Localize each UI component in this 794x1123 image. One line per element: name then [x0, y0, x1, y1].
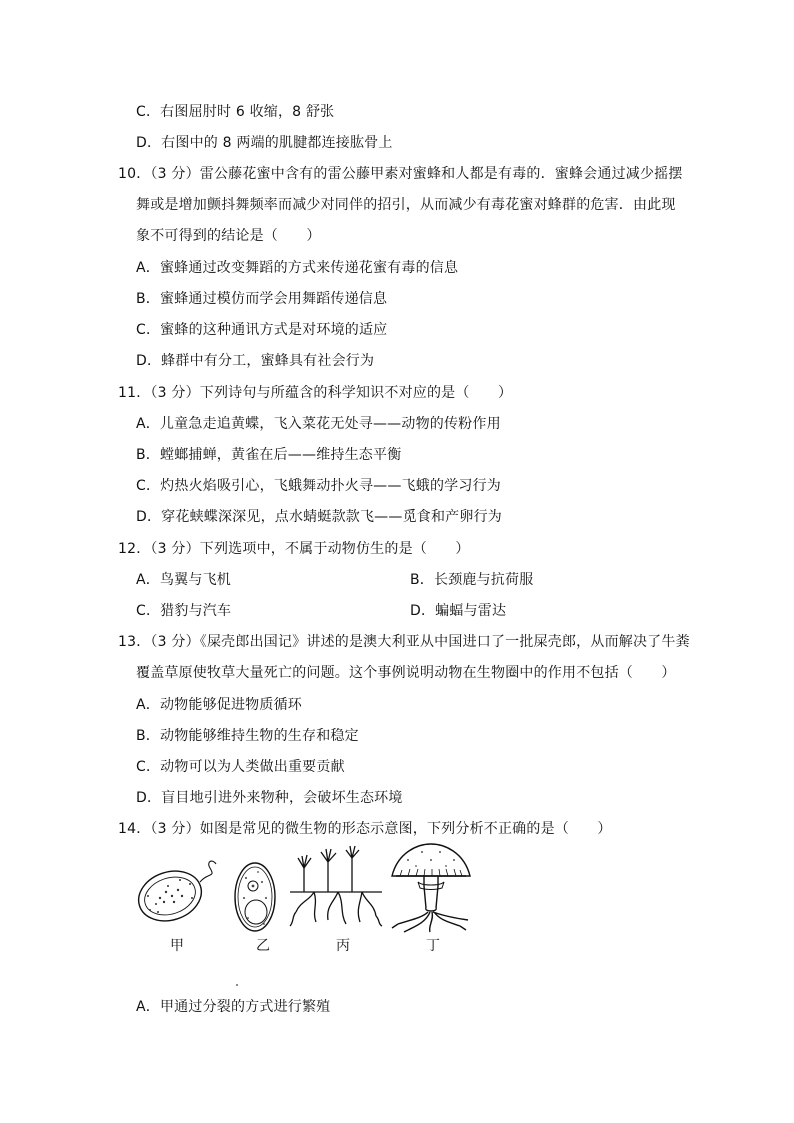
q10-stem-line1: 10．（3 分）雷公藤花蜜中含有的雷公藤甲素对蜜蜂和人都是有毒的．蜜蜂会通过减少摇摆 [118, 166, 683, 182]
q12-option-d: D．蝙蝠与雷达 [410, 603, 507, 619]
q10-option-d: D．蜂群中有分工，蜜蜂具有社会行为 [136, 353, 375, 369]
q12-option-b: B．长颈鹿与抗荷服 [410, 572, 534, 588]
figure-label-bing: 丙 [336, 938, 350, 954]
q11-stem: 11．（3 分）下列诗句与所蕴含的科学知识不对应的是（ ） [118, 385, 513, 401]
q12-option-a: A．鸟翼与飞机 [136, 572, 231, 588]
q11-option-a: A．儿童急走追黄蝶，飞入菜花无处寻——动物的传粉作用 [136, 416, 501, 432]
q12-option-c: C．猎豹与汽车 [136, 603, 232, 619]
q13-option-a: A．动物能够促进物质循环 [136, 697, 302, 713]
q10-option-a: A．蜜蜂通过改变舞蹈的方式来传递花蜜有毒的信息 [136, 260, 459, 276]
yeast-cell-icon [232, 858, 278, 936]
q10-stem-line3: 象不可得到的结论是（ ） [136, 228, 321, 244]
q13-stem-line1: 13．（3 分）《屎壳郎出国记》讲述的是澳大利亚从中国进口了一批屎壳郎，从而解决了牛粪 [118, 634, 690, 650]
mushroom-icon [388, 842, 474, 932]
stray-dot [236, 984, 238, 986]
q14-option-a: A．甲通过分裂的方式进行繁殖 [136, 999, 331, 1015]
q13-stem-line2: 覆盖草原使牧草大量死亡的问题。这个事例说明动物在生物圈中的作用不包括（ ） [136, 665, 676, 681]
q13-option-c: C．动物可以为人类做出重要贡献 [136, 759, 345, 775]
mold-hyphae-icon [290, 846, 382, 930]
q13-option-b: B．动物能够维持生物的生存和稳定 [136, 728, 359, 744]
q10-stem-line2: 舞或是增加颤抖舞频率而减少对同伴的招引，从而减少有毒花蜜对蜂群的危害．由此现 [136, 197, 676, 213]
prev-option-d: D．右图中的 8 两端的肌腱都连接肱骨上 [136, 135, 393, 151]
q10-option-b: B．蜜蜂通过模仿而学会用舞蹈传递信息 [136, 291, 388, 307]
q12-stem: 12．（3 分）下列选项中，不属于动物仿生的是（ ） [118, 541, 470, 557]
figure-label-ding: 丁 [426, 938, 440, 954]
q14-stem: 14．（3 分）如图是常见的微生物的形态示意图，下列分析不正确的是（ ） [118, 821, 612, 837]
figure-label-jia: 甲 [170, 938, 184, 954]
q11-option-d: D．穿花蛱蝶深深见，点水蜻蜓款款飞——觅食和产卵行为 [136, 509, 502, 525]
bacterium-icon [130, 860, 220, 930]
prev-option-c: C．右图屈肘时 6 收缩，8 舒张 [136, 104, 335, 120]
q11-option-b: B．螳螂捕蝉，黄雀在后——维持生态平衡 [136, 447, 402, 463]
figure-label-yi: 乙 [256, 938, 270, 954]
q11-option-c: C．灼热火焰吸引心，飞蛾舞动扑火寻——飞蛾的学习行为 [136, 478, 501, 494]
q13-option-d: D．盲目地引进外来物种，会破坏生态环境 [136, 790, 403, 806]
q10-option-c: C．蜜蜂的这种通讯方式是对环境的适应 [136, 322, 388, 338]
